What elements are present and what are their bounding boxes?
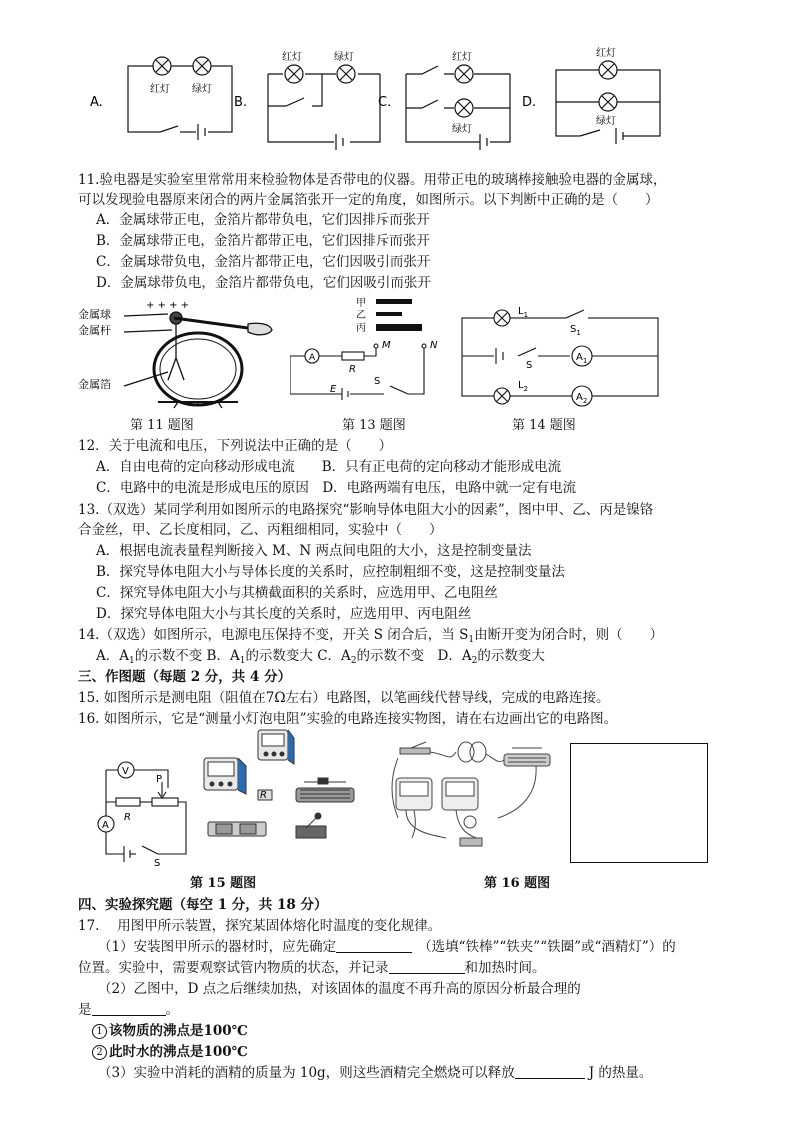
fig13-m: M: [382, 340, 391, 351]
b-red-label: 红灯: [282, 52, 302, 63]
q17-blank-2[interactable]: [389, 961, 465, 974]
q17-part3: （3）实验中消耗的酒精的质量为 10g，则这些酒精完全燃烧可以释放 J 的热量。: [98, 1065, 653, 1081]
fig14-a2: $A_2$: [576, 392, 588, 405]
q13-line2: 合金丝，甲、乙长度相同，乙、丙粗细相同，实验中（ ）: [78, 522, 443, 538]
fig14-caption: 第 14 题图: [512, 418, 576, 433]
fig16-caption: 第 16 题图: [484, 876, 551, 891]
fig13-jia: 甲: [356, 298, 366, 309]
q17-stem: 17. 用图甲所示装置，探究某固体熔化时温度的变化规律。: [78, 918, 442, 934]
circled-1-icon: 1: [92, 1024, 107, 1039]
q11-option-d: D．金属球带负电，金箔片都带负电，它们因吸引而张开: [96, 275, 431, 291]
fig11-rod-label: 金属杆: [78, 324, 111, 337]
a-green-label: 绿灯: [192, 84, 212, 95]
q12-stem: 12．关于电流和电压，下列说法中正确的是（ ）: [78, 438, 393, 454]
q14-options: A．$A_1$的示数不变 B．$A_1$的示数变大 C．$A_2$的示数不变 D．$A_2$的示数变大: [96, 648, 545, 666]
q11-option-a: A．金属球带正电，金箔片都带负电，它们因排斥而张开: [96, 212, 430, 228]
q17-blank-1[interactable]: [336, 940, 412, 953]
parallel-circuit-diagram: [458, 300, 668, 408]
q14-stem: 14.（双选）如图所示，电源电压保持不变，开关 S 闭合后，当 $S_1$由断开变为闭合时，则（ ）: [78, 627, 664, 645]
fig11-foil-label: 金属箔: [78, 378, 111, 391]
option-b-label: B.: [234, 95, 248, 110]
fig15-voltmeter: V: [122, 766, 129, 777]
fig15-caption: 第 15 题图: [190, 876, 257, 891]
q17-option-2: 2 此时水的沸点是100℃: [92, 1040, 248, 1060]
q12-options-cd: C．电路中的电流是形成电压的原因 D．电路两端有电压，电路中就一定有电流: [96, 480, 577, 496]
fig14-s1: $S_1$: [570, 324, 581, 337]
fig15-resistor-r: R: [260, 790, 267, 801]
fig13-e: E: [330, 384, 337, 395]
fig16-answer-box: [570, 743, 708, 863]
figure-16: [386, 738, 562, 858]
q11-line2: 可以发现验电器原来闭合的两片金属箔张开一定的角度，如图所示。以下判断中正确的是（ ）: [78, 192, 659, 208]
q17-blank-4[interactable]: [515, 1066, 585, 1079]
lamp-resistance-apparatus-diagram: [386, 738, 562, 858]
fig13-n: N: [430, 340, 438, 351]
c-green-label: 绿灯: [452, 124, 472, 135]
c-red-label: 红灯: [452, 52, 472, 63]
figure-11: [78, 294, 288, 410]
q11-option-b: B．金属球带正电，金箔片都带正电，它们因排斥而张开: [96, 233, 430, 249]
fig14-a1: $A_1$: [576, 352, 588, 365]
circuit-options-row: [90, 44, 710, 154]
fig11-charges: + + + +: [146, 300, 190, 311]
fig13-yi: 乙: [356, 310, 366, 321]
d-green-label: 绿灯: [596, 116, 616, 127]
fig14-s: S: [526, 360, 533, 371]
fig14-l1: $L_1$: [518, 306, 529, 319]
figure-15: [96, 728, 396, 868]
q13-option-b: B．探究导体电阻大小与导体长度的关系时，应控制粗细不变，这是控制变量法: [96, 564, 565, 580]
fig13-s: S: [374, 376, 381, 387]
fig13-ammeter: A: [309, 353, 316, 363]
resistance-circuit-diagram: [290, 296, 450, 406]
circled-2-icon: 2: [92, 1045, 107, 1060]
electroscope-diagram: [78, 294, 288, 410]
fig14-l2: $L_2$: [518, 380, 529, 393]
a-red-label: 红灯: [150, 84, 170, 95]
fig11-caption: 第 11 题图: [130, 418, 194, 433]
fig15-s: S: [154, 858, 161, 868]
fig11-ball-label: 金属球: [78, 308, 111, 321]
q17-part2-line2: 是 。: [78, 1002, 179, 1018]
q17-part1-line1: （1）安装图甲所示的器材时，应先确定 （选填“铁棒”“铁夹”“铁圈”或“酒精灯”）的: [98, 939, 676, 955]
q13-option-d: D．探究导体电阻大小与其长度的关系时，应选用甲、丙电阻丝: [96, 606, 472, 622]
q17-part1-line2: 位置。实验中，需要观察试管内物质的状态，并记录 和加热时间。: [78, 960, 546, 976]
q12-options-ab: A．自由电荷的定向移动形成电流 B．只有正电荷的定向移动才能形成电流: [96, 459, 562, 475]
option-a-label: A.: [90, 95, 103, 110]
d-red-label: 红灯: [596, 48, 616, 59]
fig13-r: R: [349, 364, 356, 375]
q11-line1: 11.验电器是实验室里常常用来检验物体是否带电的仪器。用带正电的玻璃棒接触验电器的金属球，: [78, 172, 667, 188]
fig13-bing: 丙: [356, 323, 366, 334]
fig13-caption: 第 13 题图: [342, 418, 406, 433]
b-green-label: 绿灯: [334, 52, 354, 63]
fig15-r: R: [124, 812, 131, 823]
fig15-p: P: [156, 774, 163, 785]
q15-stem: 15. 如图所示是测电阻（阻值在7Ω左右）电路图，以笔画线代替导线，完成的电路连接。: [78, 690, 610, 706]
section-3-heading: 三、作图题（每题 2 分，共 4 分）: [78, 669, 292, 685]
q13-option-c: C．探究导体电阻大小与其横截面积的关系时，应选用甲、乙电阻丝: [96, 585, 498, 601]
q17-part2-line1: （2）乙图中，D 点之后继续加热，对该固体的温度不再升高的原因分析最合理的: [98, 981, 581, 997]
option-d-label: D.: [522, 95, 537, 110]
q17-blank-3[interactable]: [92, 1003, 166, 1016]
figure-14: [458, 300, 668, 408]
option-c-label: C.: [378, 95, 392, 110]
figure-13: [290, 296, 450, 406]
q16-stem: 16. 如图所示，它是“测量小灯泡电阻”实验的电路连接实物图，请在右边画出它的电路图。: [78, 711, 618, 727]
section-4-heading: 四、实验探究题（每空 1 分，共 18 分）: [78, 897, 328, 913]
q17-option-1: 1 该物质的沸点是100℃: [92, 1019, 248, 1039]
fig15-ammeter: A: [102, 820, 109, 831]
q13-line1: 13.（双选）某同学利用如图所示的电路探究“影响导体电阻大小的因素”，图中甲、乙、丙是镍铬: [78, 502, 654, 518]
q13-option-a: A．根据电流表量程判断接入 M、N 两点间电阻的大小，这是控制变量法: [96, 543, 532, 559]
measure-resistance-diagram: [96, 728, 396, 868]
q11-option-c: C．金属球带负电，金箔片都带正电，它们因吸引而张开: [96, 254, 431, 270]
circuit-options-diagram: [90, 44, 710, 154]
